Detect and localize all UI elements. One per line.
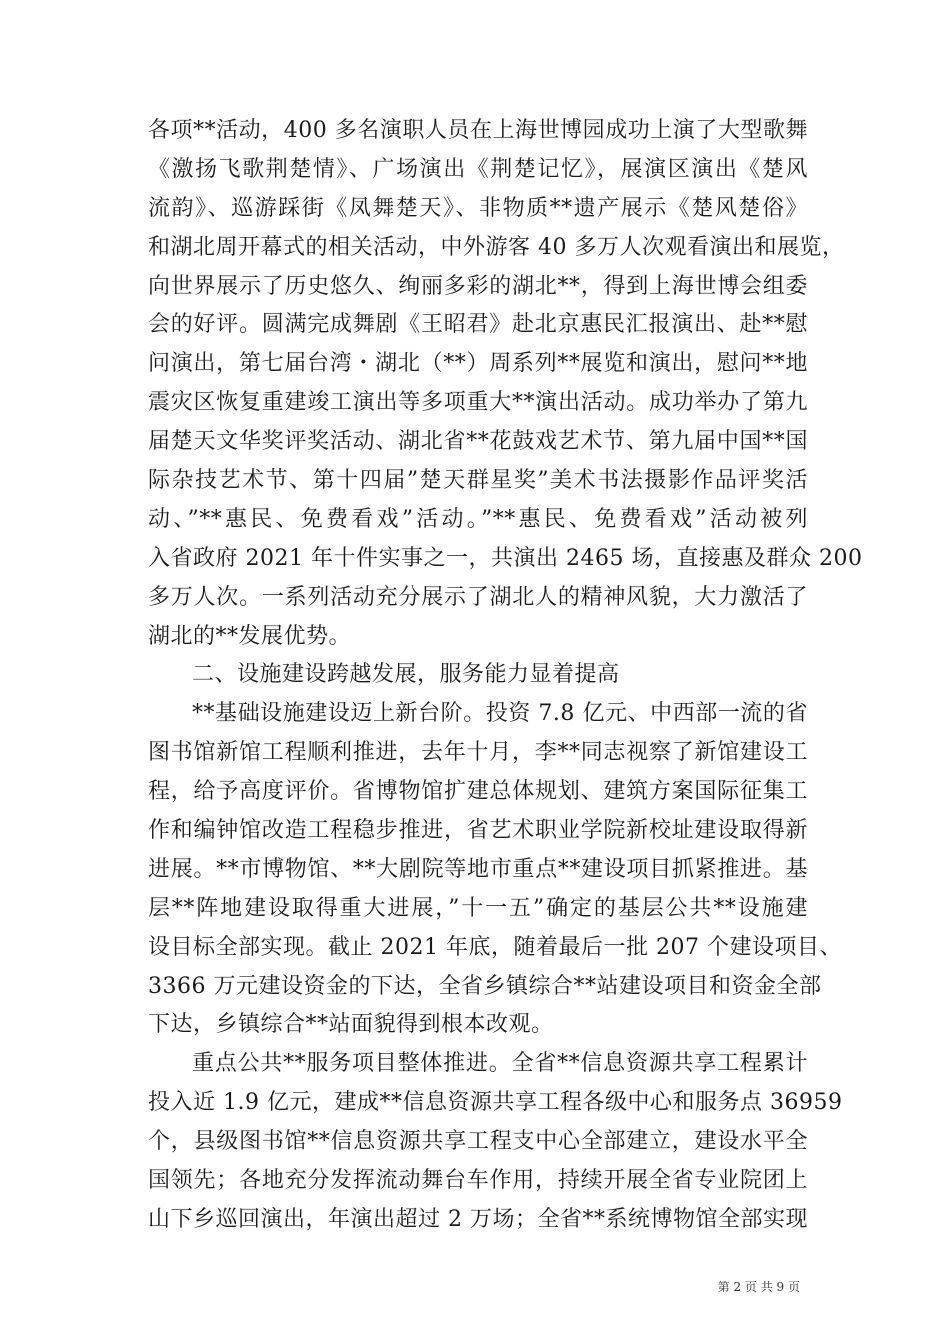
text-line: 重点公共**服务项目整体推进。全省**信息资源共享工程累计 bbox=[192, 1051, 808, 1077]
text-line: 进展。**市博物馆、**大剧院等地市重点**建设项目抓紧推进。基 bbox=[148, 856, 808, 882]
text-line: 湖北的**发展优势。 bbox=[148, 623, 352, 649]
document-body bbox=[148, 112, 863, 1240]
page-number-footer: 第 2 页 共 9 页 bbox=[717, 1280, 800, 1294]
text-line: 设目标全部实现。截止 2021 年底，随着最后一批 207 个建设项目、 bbox=[148, 934, 842, 960]
text-line: 层**阵地建设取得重大进展，”十一五”确定的基层公共**设施建 bbox=[148, 895, 808, 921]
text-line: 《激扬飞歌荆楚情》、广场演出《荆楚记忆》，展演区演出《楚风 bbox=[148, 156, 808, 182]
text-line: 向世界展示了历史悠久、绚丽多彩的湖北**，得到上海世博会组委 bbox=[148, 273, 808, 299]
text-line: 程，给予高度评价。省博物馆扩建总体规划、建筑方案国际征集工 bbox=[148, 779, 808, 805]
text-line: 际杂技艺术节、第十四届”楚天群星奖”美术书法摄影作品评奖活 bbox=[148, 468, 808, 494]
text-line: 3366 万元建设资金的下达，全省乡镇综合**站建设项目和资金全部 bbox=[148, 973, 822, 999]
paragraph bbox=[148, 112, 863, 656]
text-line: 流韵》、巡游踩街《凤舞楚天》、非物质**遗产展示《楚风楚俗》 bbox=[148, 195, 808, 221]
paragraph bbox=[148, 695, 842, 1045]
text-line: 震灾区恢复重建竣工演出等多项重大**演出活动。成功举办了第九 bbox=[148, 390, 808, 416]
text-line: 会的好评。圆满完成舞剧《王昭君》赴北京惠民汇报演出、赴**慰 bbox=[148, 312, 808, 338]
text-line: 届楚天文华奖评奖活动、湖北省**花鼓戏艺术节、第九届中国**国 bbox=[148, 429, 808, 455]
text-line: 各项**活动，400 多名演职人员在上海世博园成功上演了大型歌舞 bbox=[148, 118, 808, 143]
paragraph bbox=[148, 656, 808, 695]
text-line: 问演出，第七届台湾・湖北（**）周系列**展览和演出，慰问**地 bbox=[148, 351, 808, 377]
text-line: 入省政府 2021 年十件实事之一，共演出 2465 场，直接惠及群众 200 bbox=[148, 545, 863, 571]
text-line: 多万人次。一系列活动充分展示了湖北人的精神风貌，大力激活了 bbox=[148, 584, 808, 610]
text-line: 投入近 1.9 亿元，建成**信息资源共享工程各级中心和服务点 36959 bbox=[148, 1090, 843, 1116]
paragraph bbox=[148, 1045, 843, 1239]
text-line: **基础设施建设迈上新台阶。投资 7.8 亿元、中西部一流的省 bbox=[192, 701, 808, 727]
text-line: 作和编钟馆改造工程稳步推进，省艺术职业学院新校址建设取得新 bbox=[148, 818, 808, 844]
text-line: 山下乡巡回演出，年演出超过 2 万场；全省**系统博物馆全部实现 bbox=[148, 1206, 808, 1232]
text-line: 和湖北周开幕式的相关活动，中外游客 40 多万人次观看演出和展览， bbox=[148, 234, 845, 260]
text-line: 动、”**惠民、免费看戏”活动。”**惠民、免费看戏”活动被列 bbox=[148, 506, 808, 532]
text-line: 个，县级图书馆**信息资源共享工程支中心全部建立，建设水平全 bbox=[148, 1129, 808, 1155]
text-line: 国领先；各地充分发挥流动舞台车作用，持续开展全省专业院团上 bbox=[148, 1168, 808, 1194]
text-line: 二、设施建设跨越发展，服务能力显着提高 bbox=[192, 662, 620, 688]
text-line: 图书馆新馆工程顺利推进，去年十月，李**同志视察了新馆建设工 bbox=[148, 740, 808, 766]
text-line: 下达，乡镇综合**站面貌得到根本改观。 bbox=[148, 1012, 554, 1038]
